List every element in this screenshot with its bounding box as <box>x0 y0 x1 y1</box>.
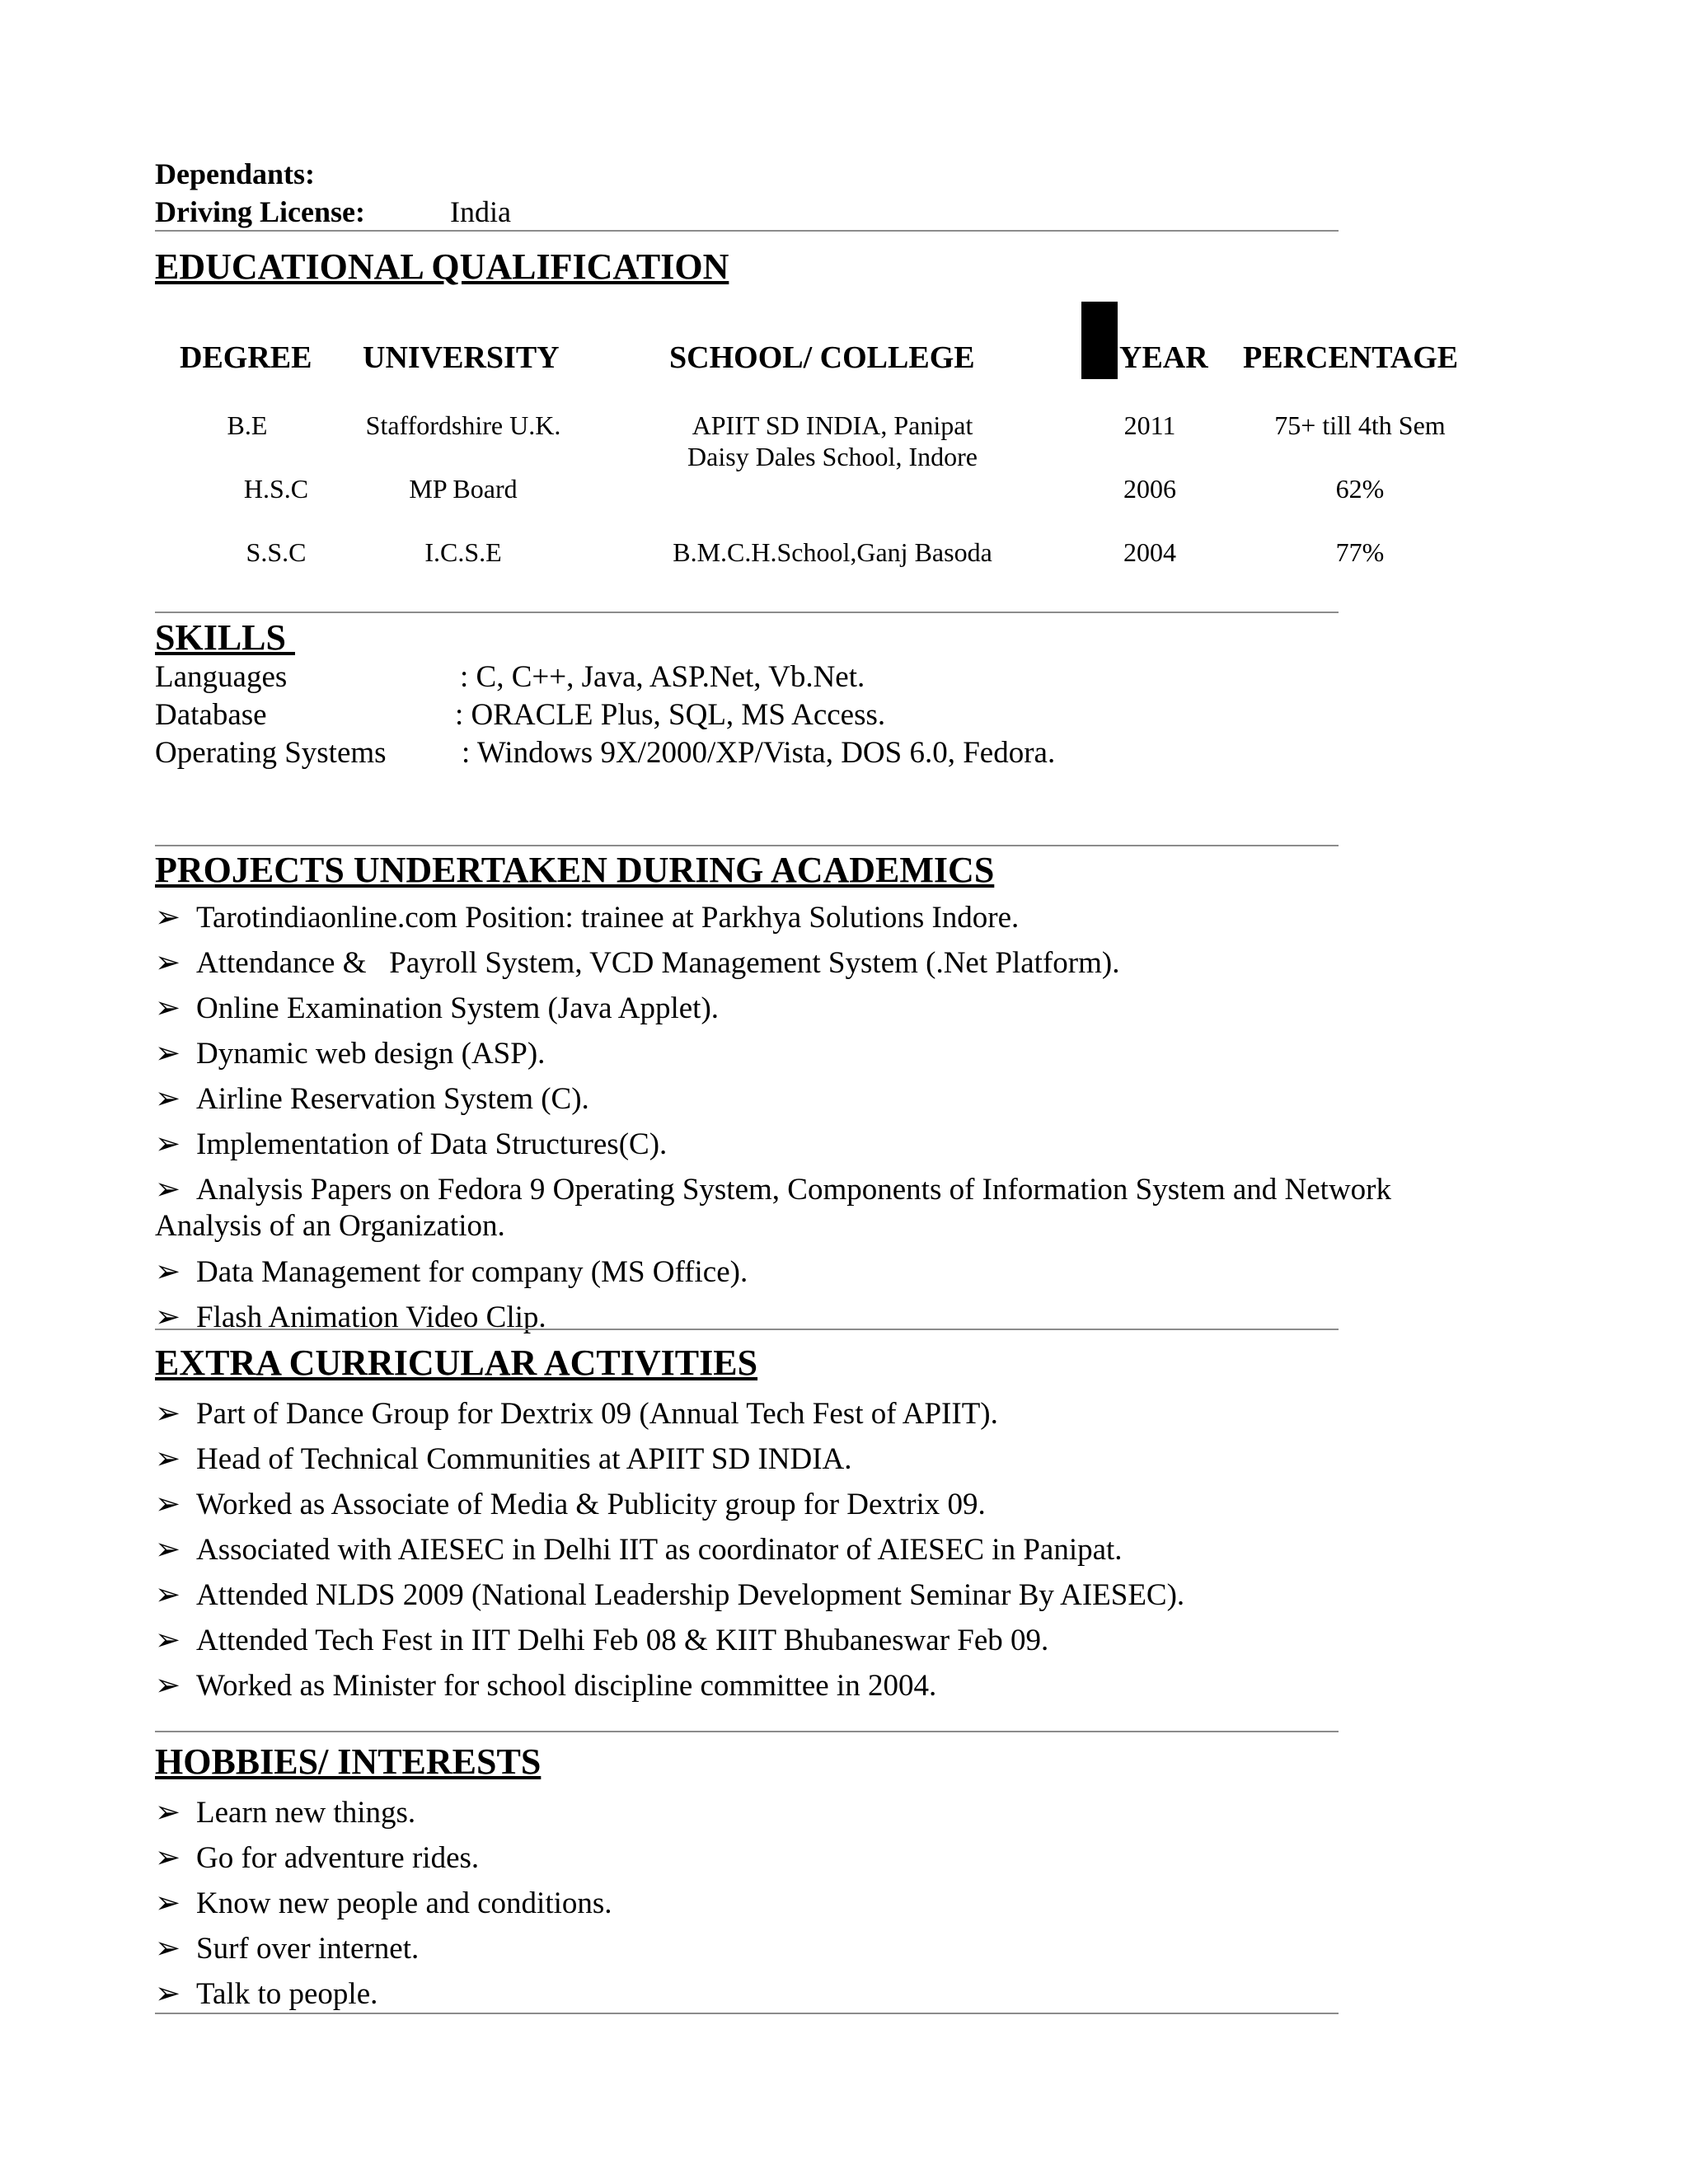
dependants-label: Dependants: <box>155 157 316 190</box>
col-school: SCHOOL/ COLLEGE <box>669 340 975 375</box>
skill-label: Operating Systems <box>155 736 387 770</box>
list-item: ➢ Part of Dance Group for Dextrix 09 (Annual Tech Fest of APIIT). <box>155 1397 998 1431</box>
table-cell: APIIT SD INDIA, Panipat <box>692 410 973 440</box>
projects-heading: PROJECTS UNDERTAKEN DURING ACADEMICS <box>155 850 995 890</box>
education-heading: EDUCATIONAL QUALIFICATION <box>155 246 729 287</box>
list-item: ➢ Attendance & Payroll System, VCD Management System (.Net Platform). <box>155 946 1120 980</box>
list-item: ➢ Analysis Papers on Fedora 9 Operating System, Components of Information System and Network <box>155 1173 1391 1207</box>
divider <box>155 845 1339 846</box>
col-university: UNIVERSITY <box>363 340 560 375</box>
table-cell: 77% <box>1335 537 1385 567</box>
skill-value: : Windows 9X/2000/XP/Vista, DOS 6.0, Fedora. <box>462 736 1056 770</box>
col-percentage: PERCENTAGE <box>1243 340 1459 375</box>
divider <box>155 1329 1339 1330</box>
list-item: ➢ Online Examination System (Java Applet). <box>155 991 720 1025</box>
list-item: ➢ Know new people and conditions. <box>155 1886 612 1920</box>
table-cell: 62% <box>1335 474 1385 504</box>
bullet-icon: ➢ <box>155 901 181 935</box>
bullet-icon: ➢ <box>155 1886 181 1920</box>
table-cell: I.C.S.E <box>424 537 502 567</box>
list-item: ➢ Attended NLDS 2009 (National Leadership Development Seminar By AIESEC). <box>155 1578 1185 1612</box>
bullet-icon: ➢ <box>155 1932 181 1966</box>
table-cell: S.S.C <box>246 537 307 567</box>
bullet-icon: ➢ <box>155 1397 181 1431</box>
bullet-icon: ➢ <box>155 946 181 980</box>
skill-label: Database <box>155 698 267 732</box>
bullet-icon: ➢ <box>155 1488 181 1521</box>
table-cell: 2011 <box>1123 410 1176 440</box>
table-cell: 2006 <box>1123 474 1176 504</box>
list-item: ➢ Implementation of Data Structures(C). <box>155 1127 668 1161</box>
divider <box>155 1731 1339 1732</box>
bullet-icon: ➢ <box>155 991 181 1025</box>
divider <box>155 230 1339 232</box>
bullet-icon: ➢ <box>155 1037 181 1071</box>
list-item: ➢ Talk to people. <box>155 1977 378 2011</box>
table-cell: Daisy Dales School, Indore <box>687 442 978 471</box>
bullet-icon: ➢ <box>155 1796 181 1830</box>
col-degree: DEGREE <box>180 340 312 375</box>
list-item: ➢ Worked as Associate of Media & Publicity group for Dextrix 09. <box>155 1488 986 1521</box>
list-item: ➢ Dynamic web design (ASP). <box>155 1037 546 1071</box>
list-item: ➢ Attended Tech Fest in IIT Delhi Feb 08 & KIIT Bhubaneswar Feb 09. <box>155 1624 1049 1657</box>
list-item: ➢ Associated with AIESEC in Delhi IIT as coordinator of AIESEC in Panipat. <box>155 1533 1123 1567</box>
table-cell: Staffordshire U.K. <box>365 410 561 440</box>
table-cell: 2004 <box>1123 537 1176 567</box>
bullet-icon: ➢ <box>155 1301 181 1334</box>
hobbies-heading: HOBBIES/ INTERESTS <box>155 1741 542 1782</box>
table-cell: B.M.C.H.School,Ganj Basoda <box>673 537 992 567</box>
redaction-block <box>1081 302 1118 379</box>
list-item-continuation: Analysis of an Organization. <box>155 1209 505 1243</box>
list-item: ➢ Learn new things. <box>155 1796 416 1830</box>
bullet-icon: ➢ <box>155 1841 181 1875</box>
list-item: ➢ Flash Animation Video Clip. <box>155 1301 546 1334</box>
bullet-icon: ➢ <box>155 1082 181 1116</box>
bullet-icon: ➢ <box>155 1624 181 1657</box>
list-item: ➢ Worked as Minister for school discipline committee in 2004. <box>155 1669 937 1703</box>
table-cell: MP Board <box>409 474 518 504</box>
divider <box>155 2013 1339 2014</box>
list-item: ➢ Airline Reservation System (C). <box>155 1082 589 1116</box>
table-cell: B.E <box>227 410 268 440</box>
bullet-icon: ➢ <box>155 1173 181 1207</box>
bullet-icon: ➢ <box>155 1977 181 2011</box>
driving-license-value: India <box>450 195 511 228</box>
divider <box>155 612 1339 613</box>
bullet-icon: ➢ <box>155 1255 181 1289</box>
col-year: YEAR <box>1119 340 1208 375</box>
skill-value: : C, C++, Java, ASP.Net, Vb.Net. <box>460 660 865 694</box>
bullet-icon: ➢ <box>155 1578 181 1612</box>
list-item: ➢ Surf over internet. <box>155 1932 420 1966</box>
extra-heading: EXTRA CURRICULAR ACTIVITIES <box>155 1343 758 1383</box>
list-item: ➢ Data Management for company (MS Office). <box>155 1255 748 1289</box>
skills-heading: SKILLS <box>155 617 295 658</box>
skill-value: : ORACLE Plus, SQL, MS Access. <box>455 698 886 732</box>
skill-label: Languages <box>155 660 288 694</box>
table-cell: H.S.C <box>243 474 309 504</box>
bullet-icon: ➢ <box>155 1669 181 1703</box>
list-item: ➢ Tarotindiaonline.com Position: trainee at Parkhya Solutions Indore. <box>155 901 1020 935</box>
bullet-icon: ➢ <box>155 1533 181 1567</box>
driving-license-label: Driving License: <box>155 195 365 228</box>
list-item: ➢ Head of Technical Communities at APIIT SD INDIA. <box>155 1442 852 1476</box>
table-cell: 75+ till 4th Sem <box>1274 410 1446 440</box>
list-item: ➢ Go for adventure rides. <box>155 1841 480 1875</box>
bullet-icon: ➢ <box>155 1127 181 1161</box>
bullet-icon: ➢ <box>155 1442 181 1476</box>
